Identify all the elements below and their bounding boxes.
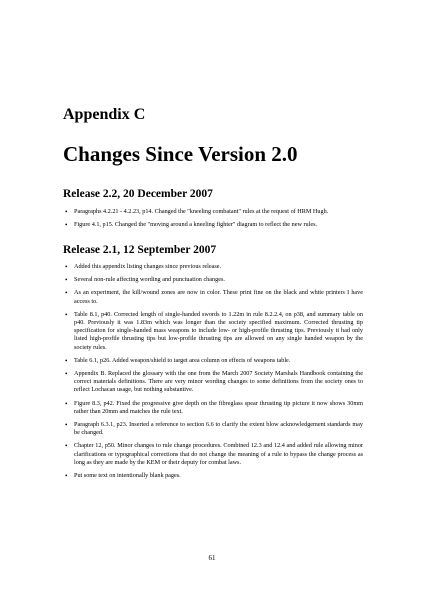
list-item: • Chapter 12, p50. Minor changes to rule change procedures. Combined 12.3 and 12.4 and added rule allowing minor clarifications or typographical corrections that do not change the meaning of a rule to bypass the change process as long as they are made by the KEM or their deputy for combat laws. (63, 442, 363, 467)
list-item: • Put some text on intentionally blank pages. (63, 472, 363, 480)
page-number: 61 (208, 554, 216, 562)
appendix-label: Appendix C (63, 106, 146, 123)
list-item: • Table 8.1, p40. Corrected length of single-handed swords to 1.22m in rule 8.2.2.4, on p38, and summary table on p40. Previously it was 1.83m which was longer than the society specified maximum. Corrected thrusting tip specification for single-handed mass weapons to include low- or high-profile thrusting tips. Previously it had only listed high-profile thrusting tips but low-profile thrusting tips are allowed on any single handed weapon by the society rules. (63, 311, 363, 352)
list-item: • Added this appendix listing changes since previous release. (63, 263, 363, 271)
chapter-title: Changes Since Version 2.0 (63, 142, 298, 166)
list-item: • Several non-rule affecting wording and punctuation changes. (63, 276, 363, 284)
section-heading-release-2-1: Release 2.1, 12 September 2007 (63, 244, 217, 256)
list-item: • Figure 8.3, p42. Fixed the progressive give depth on the fibreglass spear thrusting tip picture it now shows 30mm rather than 20mm and matches the rule text. (63, 400, 363, 416)
section-heading-release-2-2: Release 2.2, 20 December 2007 (63, 188, 213, 200)
release-2-2-list (63, 208, 363, 234)
list-item: • Table 6.1, p26. Added weapon/shield to target area column on effects of weapons table. (63, 357, 363, 365)
list-item: • Paragraphs 4.2.21 - 4.2.23, p14. Changed the "kneeling combatant" rules at the request of HRM Hugh. (63, 208, 363, 216)
list-item: • As an experiment, the kill/wound zones are now in color. These print fine on the black and white printers I have access to. (63, 289, 363, 305)
list-item: • Paragraph 6.3.1, p23. Inserted a reference to section 6.6 to clarify the extent blow acknowledgement standards may be changed. (63, 421, 363, 437)
list-item: • Figure 4.1, p15. Changed the "moving around a kneeling fighter" diagram to reflect the new rules. (63, 221, 363, 229)
release-2-1-list (63, 263, 363, 485)
list-item: • Appendix B. Replaced the glossary with the one from the March 2007 Society Marshals Handbook containing the correct materials definitions. There are very minor wording changes to some definitions from the society ones to reflect Lochacan usage, but nothing substantive. (63, 370, 363, 395)
